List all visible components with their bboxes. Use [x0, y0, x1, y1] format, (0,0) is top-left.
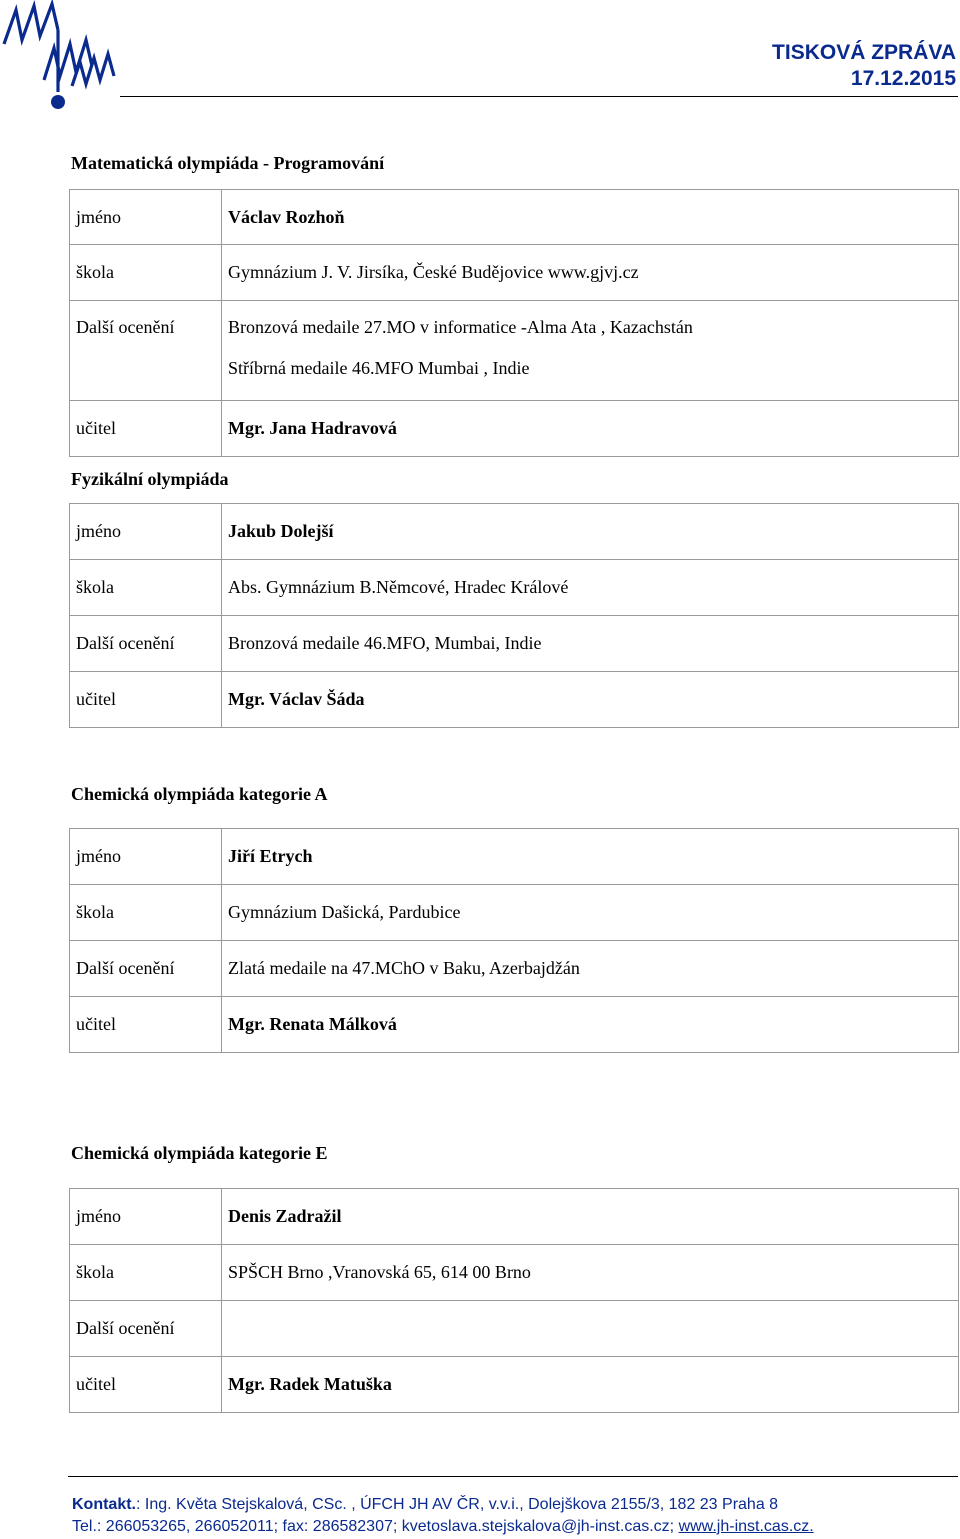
table-row: [70, 190, 959, 245]
website-link[interactable]: www.jh-inst.cas.cz.: [678, 1518, 814, 1535]
table-row: [70, 245, 959, 301]
contact-text: : Ing. Květa Stejskalová, CSc. , ÚFCH JH AV ČR, v.v.i., Dolejškova 2155/3, 182 23 Praha 8: [136, 1496, 779, 1513]
value-name: Jiří Etrych: [222, 829, 959, 885]
table-row: [70, 997, 959, 1053]
label-teacher: učitel: [70, 401, 222, 457]
label-awards: Další ocenění: [70, 301, 222, 401]
label-school: škola: [70, 885, 222, 941]
label-name: jméno: [70, 829, 222, 885]
section-title-math: Matematická olympiáda - Programování: [71, 153, 385, 173]
table-math: [69, 189, 959, 457]
press-release-title: TISKOVÁ ZPRÁVA: [772, 41, 956, 64]
header-rule: [120, 96, 958, 97]
label-school: škola: [70, 1245, 222, 1301]
label-awards: Další ocenění: [70, 616, 222, 672]
label-awards: Další ocenění: [70, 1301, 222, 1357]
value-awards: [222, 301, 959, 401]
label-name: jméno: [70, 1189, 222, 1245]
table-row: [70, 941, 959, 997]
table-row: [70, 672, 959, 728]
label-teacher: učitel: [70, 997, 222, 1053]
press-release-header: [772, 40, 956, 92]
section-title-chem-e: Chemická olympiáda kategorie E: [71, 1143, 328, 1163]
table-row: [70, 560, 959, 616]
value-school: SPŠCH Brno ,Vranovská 65, 614 00 Brno: [222, 1245, 959, 1301]
value-school: Gymnázium J. V. Jirsíka, České Budějovice www.gjvj.cz: [222, 245, 959, 301]
press-release-date: 17.12.2015: [850, 67, 956, 90]
table-row: [70, 504, 959, 560]
footer-contact: [72, 1494, 960, 1538]
label-school: škola: [70, 560, 222, 616]
table-row: [70, 1189, 959, 1245]
institute-logo: [0, 0, 120, 120]
award-line: Stříbrná medaile 46.MFO Mumbai , Indie: [228, 358, 530, 378]
value-teacher: Mgr. Renata Málková: [222, 997, 959, 1053]
table-row: [70, 401, 959, 457]
table-row: [70, 1301, 959, 1357]
value-school: Abs. Gymnázium B.Němcové, Hradec Králové: [222, 560, 959, 616]
table-chem-a: [69, 828, 959, 1053]
label-awards: Další ocenění: [70, 941, 222, 997]
label-teacher: učitel: [70, 672, 222, 728]
table-row: [70, 885, 959, 941]
value-teacher: Mgr. Václav Šáda: [222, 672, 959, 728]
table-physics: [69, 503, 959, 728]
award-line: Bronzová medaile 27.MO v informatice -Alma Ata , Kazachstán: [228, 317, 693, 337]
label-teacher: učitel: [70, 1357, 222, 1413]
label-name: jméno: [70, 504, 222, 560]
table-row: [70, 1357, 959, 1413]
value-teacher: Mgr. Radek Matuška: [222, 1357, 959, 1413]
value-awards: Bronzová medaile 46.MFO, Mumbai, Indie: [222, 616, 959, 672]
footer-rule: [68, 1476, 958, 1477]
label-name: jméno: [70, 190, 222, 245]
table-row: [70, 1245, 959, 1301]
section-title-chem-a: Chemická olympiáda kategorie A: [71, 784, 328, 804]
value-name: Denis Zadražil: [222, 1189, 959, 1245]
value-teacher: Mgr. Jana Hadravová: [222, 401, 959, 457]
footer-line-2: [72, 1516, 960, 1538]
value-name: Jakub Dolejší: [222, 504, 959, 560]
contact-phone-email: Tel.: 266053265, 266052011; fax: 286582307; kvetoslava.stejskalova@jh-inst.cas.cz;: [72, 1518, 679, 1535]
value-awards: Zlatá medaile na 47.MChO v Baku, Azerbajdžán: [222, 941, 959, 997]
footer-line-1: [72, 1494, 960, 1516]
value-name: Václav Rozhoň: [222, 190, 959, 245]
table-row: [70, 301, 959, 401]
logo-drop-icon: [51, 95, 65, 109]
value-awards: [222, 1301, 959, 1357]
section-title-physics: Fyzikální olympiáda: [71, 469, 229, 489]
label-school: škola: [70, 245, 222, 301]
table-row: [70, 616, 959, 672]
table-row: [70, 829, 959, 885]
contact-label: Kontakt.: [72, 1496, 136, 1513]
table-chem-e: [69, 1188, 959, 1413]
value-school: Gymnázium Dašická, Pardubice: [222, 885, 959, 941]
